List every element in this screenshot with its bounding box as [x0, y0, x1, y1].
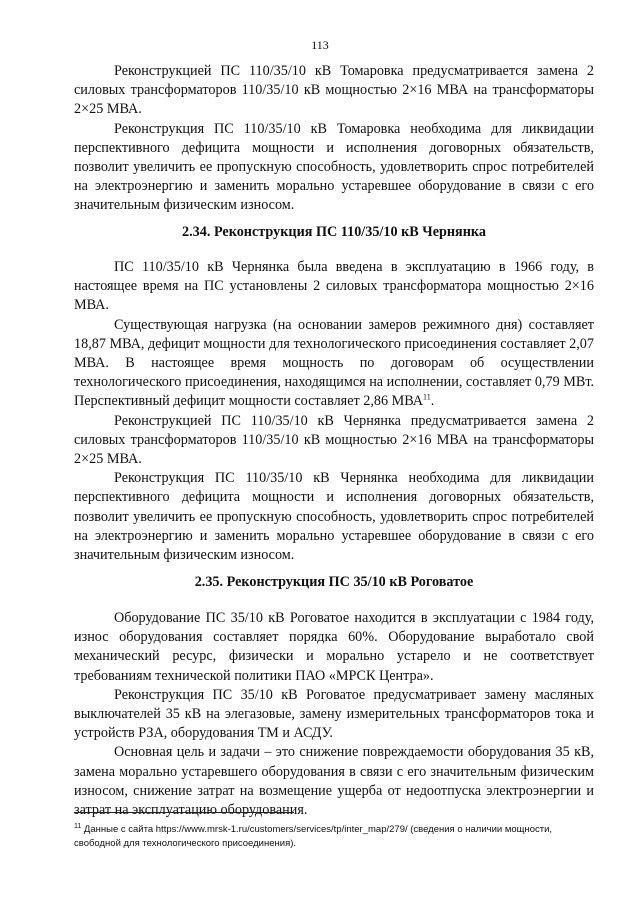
- paragraph: Реконструкция ПС 110/35/10 кВ Томаровка необходима для ликвидации перспективного дефицита мощности и исполнения договорных обязательств, позволит увеличить ее пропускную способность, удовлетворить спрос потребителей на электроэнергию и заменить морально устаревшее оборудование в связи с его значительным физическим износом.: [74, 120, 594, 214]
- paragraph: Реконструкция ПС 110/35/10 кВ Чернянка необходима для ликвидации перспективного дефицита мощности и исполнения договорных обязательств, позволит увеличить ее пропускную способность, удовлетворить спрос потребителей на электроэнергию и заменить морально устаревшее оборудование в связи с его значительным физическим износом.: [74, 470, 594, 564]
- section-2-34: [74, 224, 594, 241]
- paragraph-end: .: [430, 393, 435, 410]
- paragraph: Основная цель и задачи – это снижение повреждаемости оборудования 35 кВ, замена морально устаревшего оборудования в связи с его значительным физическим износом, снижение затрат на возмещение ущерба от недоотпуска электроэнергии и затрат на эксплуатацию оборудования.: [74, 744, 594, 819]
- section-heading: 2.35. Реконструкция ПС 35/10 кВ Роговатое: [194, 574, 474, 590]
- footnote-ref: 11: [423, 392, 431, 402]
- paragraph-text: Существующая нагрузка (на основании замеров режимного дня) составляет 18,87 МВА, дефицит мощности для технологического присоединения составляет 2,07 МВА. В настоящее время мощность по договорам об осуществлении технологического присоединения, находящимся на исполнении, составляет 0,79 МВт. Перспективный дефицит мощности составляет 2,86 МВА: [74, 316, 594, 410]
- paragraph: ПС 110/35/10 кВ Чернянка была введена в эксплуатацию в 1966 году, в настоящее время на ПС установлены 2 силовых трансформатора мощностью 2×16 МВА.: [74, 259, 594, 314]
- footnote-text: Данные с сайта https://www.mrsk-1.ru/customers/services/tp/inter_map/279/ (сведения о наличии мощности, свободной для технологического присоединения).: [74, 824, 553, 850]
- paragraph: Оборудование ПС 35/10 кВ Роговатое находится в эксплуатации с 1984 году, износ оборудования составляет порядка 60%. Оборудование выработало свой механический ресурс, физически и морально устарело и не соответствует требованиям технической политики ПАО «МРСК Центра».: [74, 610, 594, 684]
- intro-block: [74, 62, 594, 216]
- paragraph: Реконструкцией ПС 110/35/10 кВ Чернянка предусматривается замена 2 силовых трансформаторов 110/35/10 кВ мощностью 2×16 МВА на трансформаторы 2×25 МВА.: [74, 412, 594, 468]
- section-2-34-body: [74, 258, 594, 565]
- section-heading: 2.34. Реконструкция ПС 110/35/10 кВ Чернянка: [182, 224, 486, 240]
- footnote-divider: [74, 812, 294, 813]
- paragraph: [74, 316, 594, 412]
- footnote: [74, 820, 594, 851]
- paragraph: Реконструкция ПС 35/10 кВ Роговатое предусматривает замену масляных выключателей 35 кВ на элегазовые, замену измерительных трансформаторов тока и устройств РЗА, оборудования ТМ и АСДУ.: [74, 686, 594, 742]
- footnote-number: 11: [74, 823, 82, 830]
- section-2-35: [74, 574, 594, 591]
- section-2-35-body: [74, 609, 594, 820]
- paragraph: Реконструкцией ПС 110/35/10 кВ Томаровка предусматривается замена 2 силовых трансформаторов 110/35/10 кВ мощностью 2×16 МВА на трансформаторы 2×25 МВА.: [74, 63, 594, 118]
- page-number: 113: [311, 38, 329, 52]
